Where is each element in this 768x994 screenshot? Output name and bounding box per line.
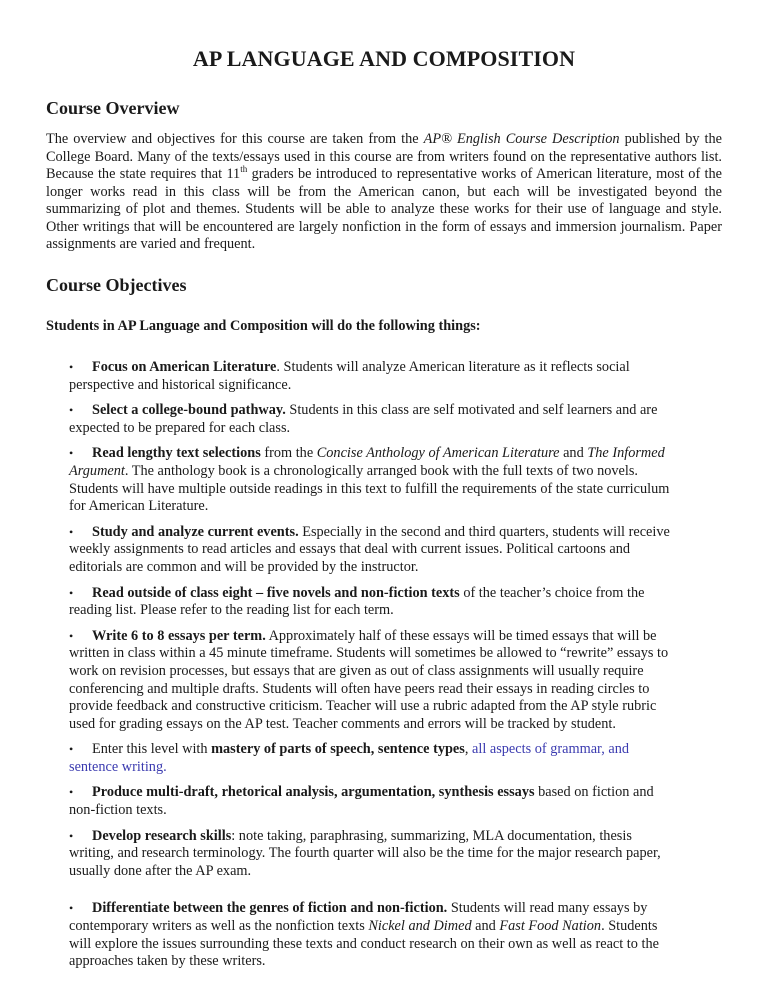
bullet-icon: • [69,901,74,916]
bullet-icon: • [69,828,74,843]
bullet-icon: • [69,585,74,600]
list-item: • Read outside of class eight – five novels and non-fiction texts of the teacher’s choice from the reading list. Please refer to the reading list for each term. [69,584,645,619]
document-title: AP LANGUAGE AND COMPOSITION [192,46,576,71]
bullet-icon: • [69,742,74,757]
bullet-icon: • [69,628,74,643]
list-item: • Write 6 to 8 essays per term. Approximately half of these essays will be timed essays that will be written in class within a 45 minute timeframe. Students will sometimes be allowed to “rewrite” essays to work on revision processes, but essays that are given as out of class assignments will usually require conferencing and multiple drafts. Students will often have peers read their essays in reading circles to provide feedback and constructive criticism. Teacher will use a rubric adapted from the AP style rubric used for grading essays on the AP test. Teacher comments and errors will be tracked by student. [69,627,669,732]
bullet-icon: • [69,524,74,539]
bullet-icon: • [69,785,74,800]
course-objectives-heading: Course Objectives [46,274,187,295]
course-description-title: AP® English Course Description [423,131,620,147]
bullet-icon: • [69,403,74,418]
list-item: • Differentiate between the genres of fiction and non-fiction. Students will read many essays by contemporary writers as well as the nonfiction texts Nickel and Dimed and Fast Food Nation. Students will explore the issues surrounding these texts and conduct research on their own as well as react to the approaches taken by these writers. [69,900,659,970]
bullet-icon: • [69,360,74,374]
list-item: • Select a college-bound pathway. Students in this class are self motivated and self learners and are expected to be prepared for each class. [69,402,658,436]
grammar-text-blue: all aspects of grammar, and sentence writing. [69,741,630,775]
objectives-lead: Students in AP Language and Composition will do the following things: [46,317,481,334]
list-item: • Enter this level with mastery of parts of speech, sentence types, all aspects of grammar, and sentence writing. [69,741,630,775]
list-item: • Focus on American Literature. Students will analyze American literature as it reflects social perspective and historical significance. [69,359,630,393]
course-overview-paragraph: The overview and objectives for this course are taken from the AP® English Course Description published by the College Board. Many of the texts/essays used in this course are from writers found on the representative authors list. Because the state requires that 11th graders be introduced to representative works of American literature, most of the longer works read in this class will be from the American canon, but each will be investigated beyond the summarizing of plot and themes. Students will be able to analyze these works for their use of language and style. Other writings that will be encountered are largely nonfiction in the form of essays and immersion journalism. Paper assignments are varied and frequent. [46,131,722,252]
list-item: • Study and analyze current events. Especially in the second and third quarters, students will receive weekly assignments to read articles and essays that deal with current issues. Political cartoons and editorials are common and will be provided by the instructor. [69,523,670,575]
objectives-list [46,359,722,971]
bullet-icon: • [69,446,74,461]
course-overview-heading: Course Overview [46,98,180,118]
list-item: • Read lengthy text selections from the Concise Anthology of American Literature and The Informed Argument. The anthology book is a chronologically arranged book with the full texts of two novels. Students will have multiple outside readings in this text to fulfill the requirements of the state curriculum for American Literature. [69,445,670,515]
list-item: • Develop research skills: note taking, paraphrasing, summarizing, MLA documentation, thesis writing, and research terminology. The fourth quarter will also be the time for the major research paper, usually done after the AP exam. [69,827,661,879]
list-item: • Produce multi-draft, rhetorical analysis, argumentation, synthesis essays based on fiction and non-fiction texts. [69,784,654,819]
